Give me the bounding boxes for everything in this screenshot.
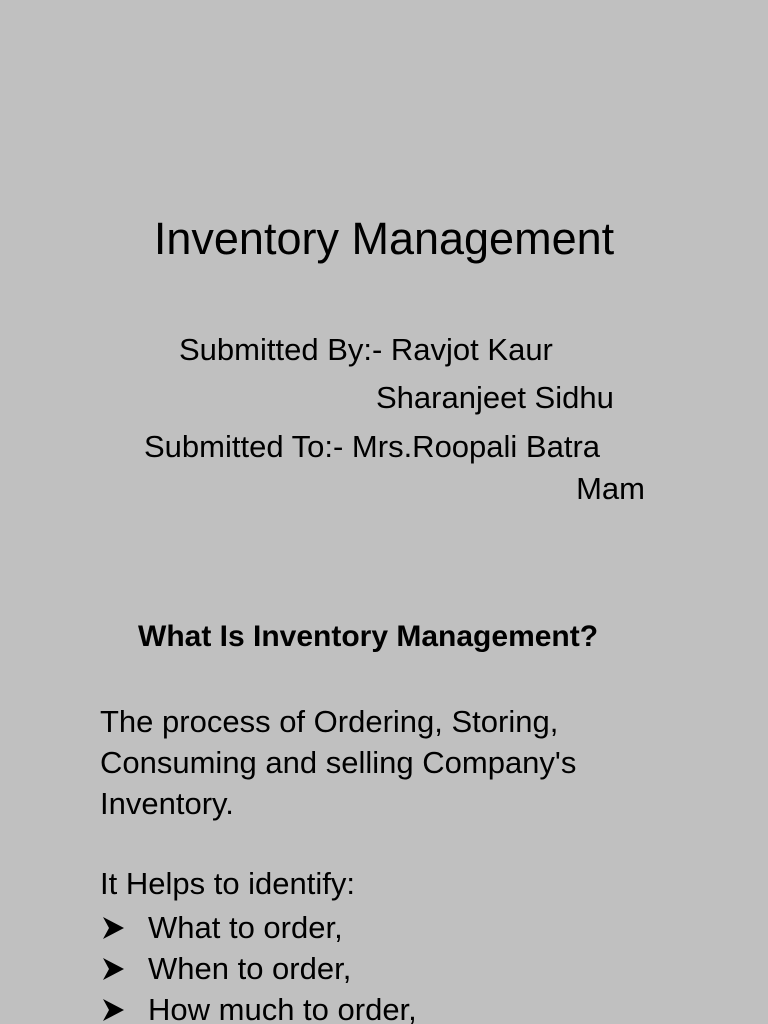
arrowhead-bullet-icon (100, 998, 126, 1022)
bullet-list (100, 907, 417, 1024)
helps-label: It Helps to identify: (100, 866, 356, 901)
submitted-to-continuation: Mam (576, 471, 645, 506)
paragraph-line: Inventory. (100, 786, 234, 821)
definition-paragraph (100, 701, 660, 824)
list-item (100, 948, 417, 989)
section-heading: What Is Inventory Management? (138, 620, 599, 653)
slide-title: Inventory Management (153, 213, 615, 264)
arrowhead-bullet-icon (100, 916, 126, 940)
paragraph-line: Consuming and selling Company's (100, 745, 577, 780)
submitted-by-line: Submitted By:- Ravjot Kaur (179, 332, 553, 367)
bullet-text: When to order, (148, 950, 352, 986)
submitted-to-line: Submitted To:- Mrs.Roopali Batra (144, 429, 601, 464)
bullet-text: How much to order, (148, 991, 417, 1024)
paragraph-line: The process of Ordering, Storing, (100, 704, 559, 739)
list-item (100, 989, 417, 1024)
list-item (100, 907, 417, 948)
arrowhead-bullet-icon (100, 957, 126, 981)
bullet-text: What to order, (148, 909, 343, 945)
submitted-by-second-name: Sharanjeet Sidhu (376, 380, 614, 415)
